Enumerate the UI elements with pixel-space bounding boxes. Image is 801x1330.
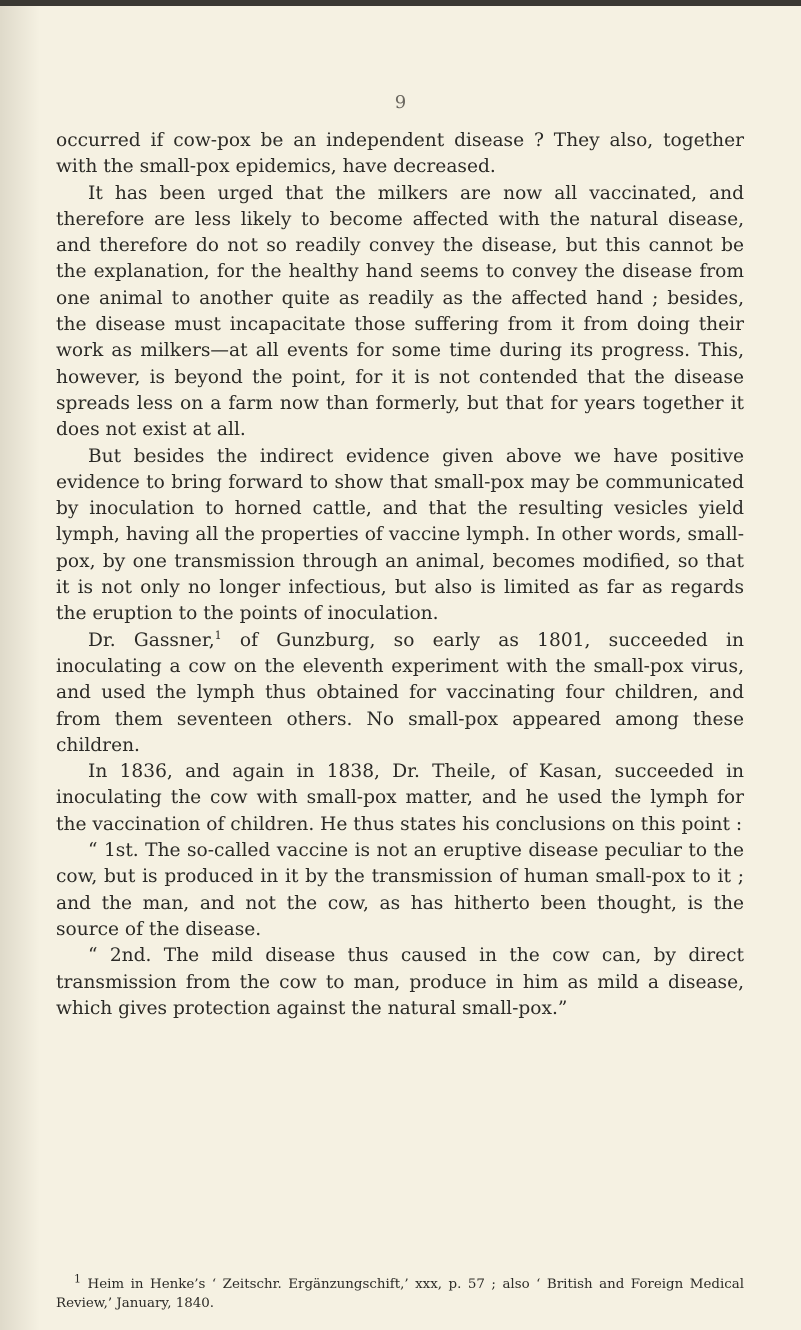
page-top-edge <box>0 0 801 6</box>
paragraph-4 <box>56 628 744 759</box>
paragraph-5: In 1836, and again in 1838, Dr. Theile, of Kasan, succeeded in inoculating the cow with small-pox matter, and he used the lymph for the vaccination of children. He thus states his conclusions on this point : <box>56 761 744 835</box>
page-binding-shadow <box>0 6 40 1330</box>
quote-point-2: “ 2nd. The mild disease thus caused in the cow can, by direct transmission from the cow to man, produce in him as mild a disease, which gives protection against the natural small-pox.” <box>56 945 744 1019</box>
quote-point-1: “ 1st. The so-called vaccine is not an eruptive disease peculiar to the cow, but is produced in it by the transmission of human small-pox to it ; and the man, and not the cow, as has hitherto been thought, is the source of the disease. <box>56 840 744 940</box>
page-number: 9 <box>394 92 407 113</box>
paragraph-2: It has been urged that the milkers are now all vaccinated, and therefore are less likely to become affected with the natural disease, and therefore do not so readily convey the disease, but this cannot be the explanation, for the healthy hand seems to convey the disease from one animal to another quite as readily as the affected hand ; besides, the disease must incapacitate those suffering from it from doing their work as milkers—at all events for some time during its progress. This, however, is beyond the point, for it is not contended that the disease spreads less on a farm now than formerly, but that for years together it does not exist at all. <box>56 182 744 441</box>
paragraph-1: occurred if cow-pox be an independent disease ? They also, together with the small-pox epidemics, have decreased. <box>56 130 744 178</box>
body-text <box>56 128 744 1022</box>
paragraph-4-rest: of Gunzburg, so early as 1801, succeeded in inoculating a cow on the eleventh experiment with the small-pox virus, and used the lymph thus obtained for vaccinating four children, and from them seventeen others. No small-pox appeared among these children. <box>56 629 744 756</box>
paragraph-4-start: Dr. Gassner, <box>88 629 215 651</box>
paragraph-3: But besides the indirect evidence given above we have positive evidence to bring forward to show that small-pox may be communicated by inoculation to horned cattle, and that the resulting vesicles yield lymph, having all the properties of vaccine lymph. In other words, small-pox, by one transmission through an animal, becomes modified, so that it is not only no longer infectious, but also is limited as far as regards the eruption to the points of inoculation. <box>56 445 744 625</box>
footnote-reference: 1 <box>214 628 222 642</box>
footnote-marker: 1 <box>74 1272 81 1286</box>
footnote <box>56 1272 744 1313</box>
footnote-text: Heim in Henke’s ‘ Zeitschr. Ergänzungschift,’ xxx, p. 57 ; also ‘ British and Foreign Medical Review,’ January, 1840. <box>56 1277 744 1311</box>
